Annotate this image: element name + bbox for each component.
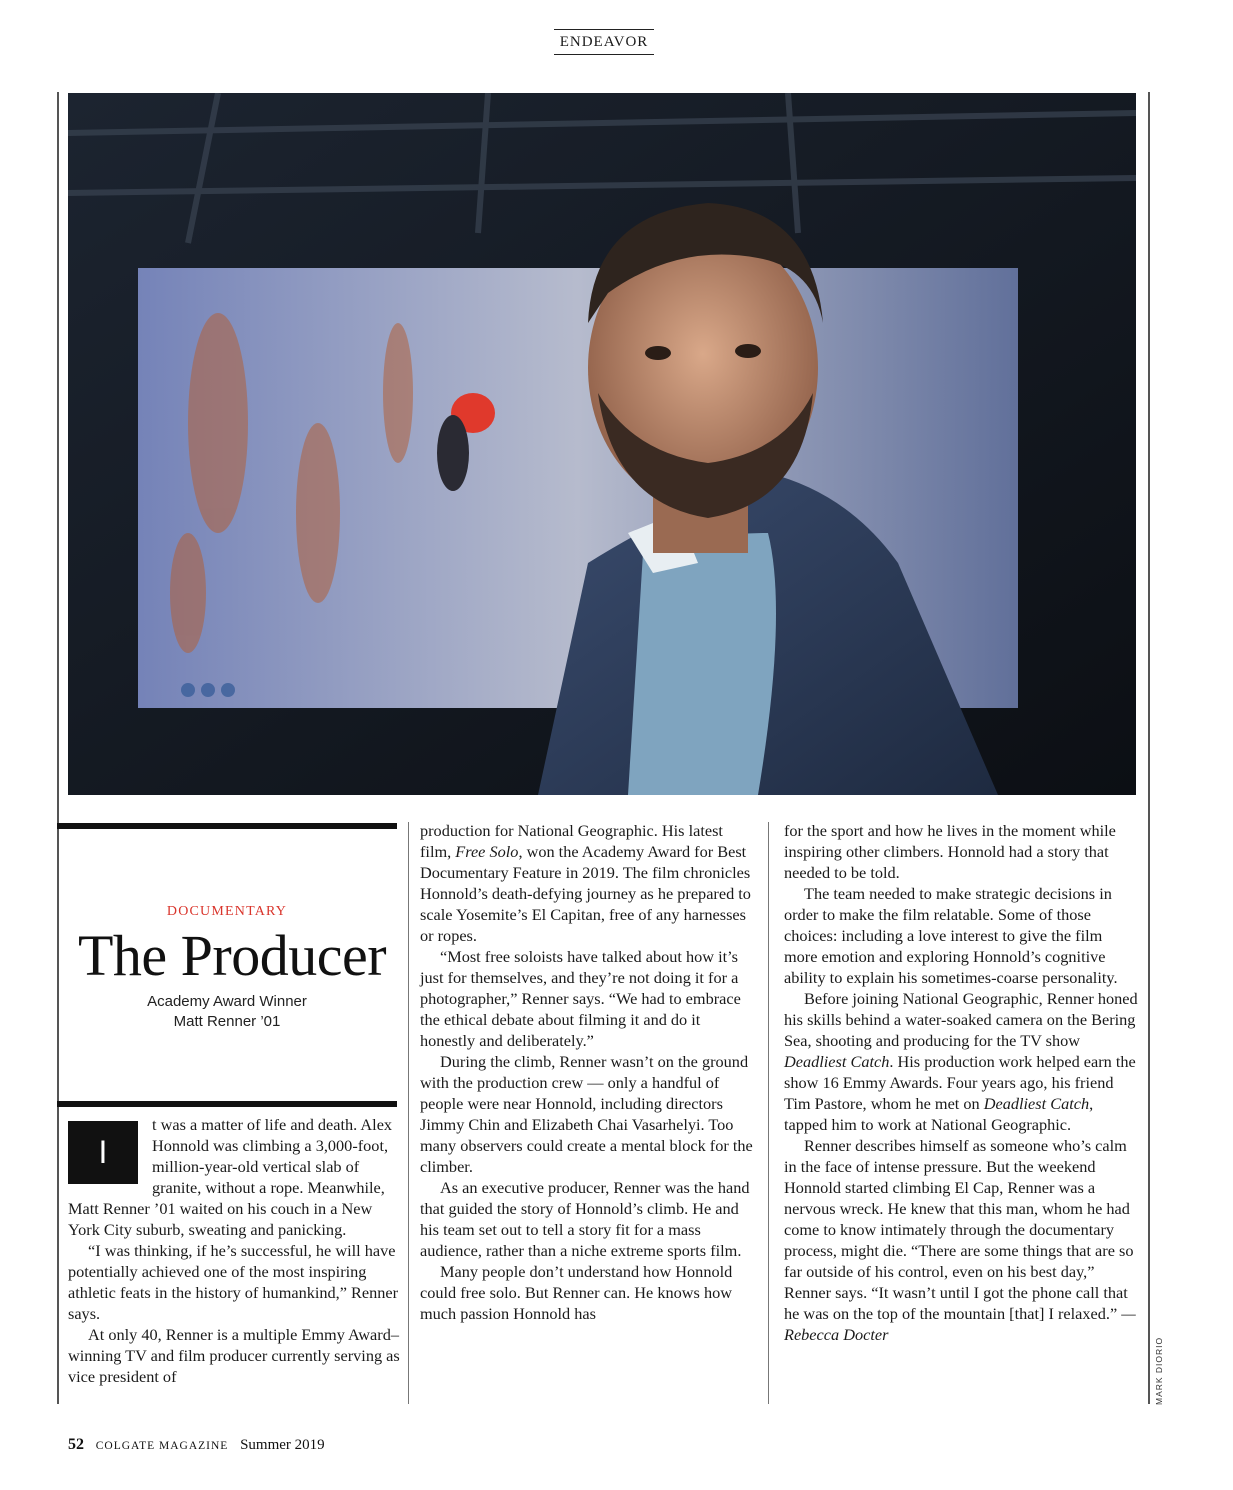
dek-line-1: Academy Award Winner [147, 993, 307, 1010]
article-column-2 [420, 820, 758, 1324]
right-column-rule [1148, 92, 1150, 1404]
paragraph: Renner describes himself as someone who’s calm in the face of intense pressure. But the weekend Honnold started climbing El Cap, Renner was a nervous wreck. He knew that this man, whom he had come to know intimately through the documentary process, might die. “There are some things that are so far outside of his control, even on his best day,” Renner says. “It wasn’t until I got the phone call that he was on the top of the mountain [that] I relaxed.” — Rebecca Docter [784, 1136, 1136, 1344]
column-divider [408, 822, 409, 1404]
photo-credit: MARK DIORIO [1154, 1336, 1164, 1405]
byline: — Rebecca Docter [784, 1304, 1136, 1344]
paragraph: for the sport and how he lives in the moment while inspiring other climbers. Honnold had a story that needed to be told. [784, 821, 1116, 882]
article-column-3 [784, 820, 1138, 1345]
paragraph: Many people don’t understand how Honnold could free solo. But Renner can. He knows how much passion Honnold has [420, 1262, 733, 1323]
section-label: ENDEAVOR [554, 29, 654, 55]
headline-rule-top [57, 823, 397, 829]
article-title: The Producer [77, 923, 387, 988]
paragraph: production for National Geographic. His latest film, Free Solo, won the Academy Award for Best Documentary Feature in 2019. The film chronicles Honnold’s death-defying journey as he prepared to scale Yosemite’s El Capitan, free of any harnesses or ropes. [420, 821, 751, 945]
paragraph: During the climb, Renner wasn’t on the ground with the production crew — only a handful of people were near Honnold, including directors Jimmy Chin and Elizabeth Chai Vasarhelyi. Too many observers could create a mental block for the climber. [420, 1052, 753, 1176]
drop-cap: I [68, 1121, 138, 1184]
dek-line-2: Matt Renner ’01 [173, 1013, 281, 1030]
film-title: Free Solo [455, 842, 519, 861]
page-number: 52 [68, 1436, 84, 1453]
show-title: Deadliest Catch [784, 1052, 890, 1071]
column-divider [768, 822, 769, 1404]
paragraph: At only 40, Renner is a multiple Emmy Award–winning TV and film producer currently serving as vice president of [68, 1325, 400, 1386]
paragraph: “I was thinking, if he’s successful, he will have potentially achieved one of the most inspiring athletic feats in the history of humankind,” Renner says. [68, 1241, 399, 1323]
article-dek [57, 992, 397, 1032]
paragraph: I t was a matter of life and death. Alex Honnold was climbing a 3,000-foot, million-year-old vertical slab of granite, without a rope. Meanwhile, Matt Renner ’01 waited on his couch in a New York City suburb, sweating and panicking. [68, 1115, 393, 1239]
paragraph: Before joining National Geographic, Renner honed his skills behind a water-soaked camera on the Bering Sea, shooting and producing for the TV show Deadliest Catch. His production work helped earn the show 16 Emmy Awards. Four years ago, his friend Tim Pastore, whom he met on Deadliest Catch, tapped him to work at National Geographic. [784, 989, 1138, 1134]
portrait-photo [68, 93, 1136, 795]
issue-date: Summer 2019 [240, 1437, 325, 1453]
paragraph: As an executive producer, Renner was the hand that guided the story of Honnold’s climb. He and his team set out to tell a story fit for a mass audience, rather than a niche extreme sports film. [420, 1178, 750, 1260]
show-title: Deadliest Catch [983, 1094, 1090, 1113]
article-column-1 [68, 1114, 402, 1387]
article-kicker: DOCUMENTARY [166, 904, 288, 919]
page-footer [68, 1436, 325, 1454]
paragraph: “Most free soloists have talked about how it’s just for themselves, and they’re not doing it for a photographer,” Renner says. “We had to embrace the ethical debate about filming it and do it honestly and deliberately.” [420, 947, 741, 1050]
magazine-name: COLGATE MAGAZINE [95, 1440, 229, 1452]
left-column-rule [57, 92, 59, 1404]
paragraph: The team needed to make strategic decisions in order to make the film relatable. Some of those choices: including a love interest to give the film more emotion and exploring Honnold’s cognitive ability to explain his sometimes-coarse personality. [784, 884, 1118, 987]
headline-rule-bottom [57, 1101, 397, 1107]
